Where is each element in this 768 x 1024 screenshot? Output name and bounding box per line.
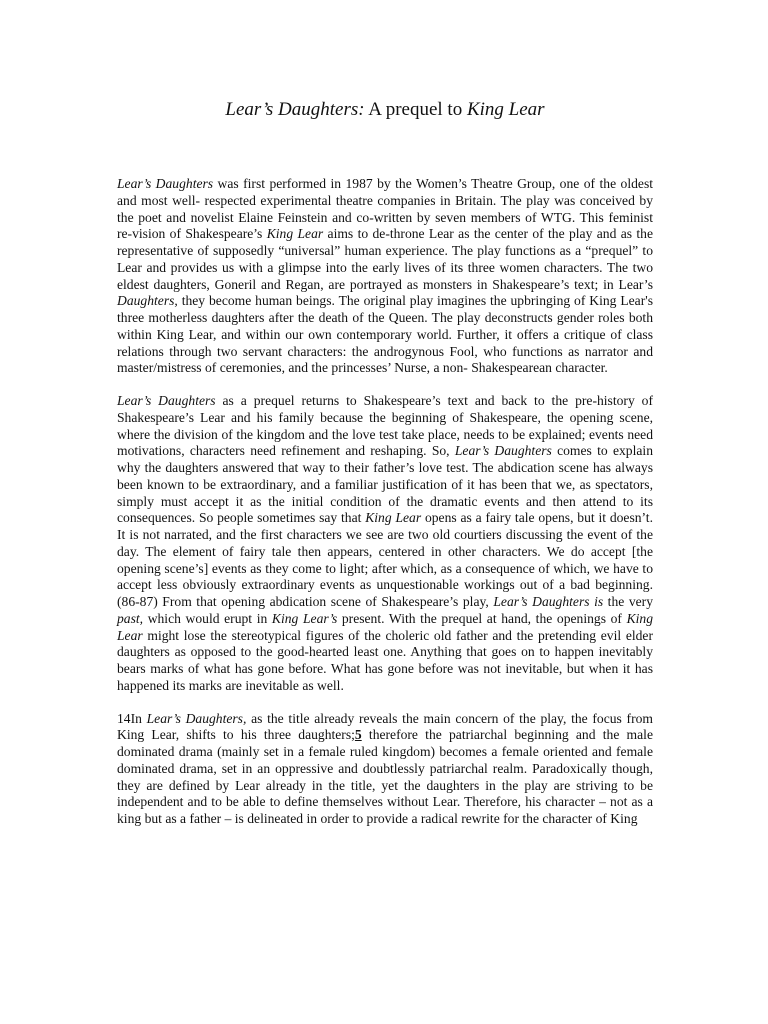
title-italic-part: Lear’s Daughters: xyxy=(225,99,365,120)
italic-run: past, xyxy=(117,610,144,626)
text-run: as the title already reveals the main concern of the play, the focus from King Lear, shifts to his three daughters; xyxy=(117,710,653,743)
title-italic-end: King Lear xyxy=(466,99,545,120)
footnote-marker: 5 xyxy=(354,727,362,743)
page-title xyxy=(117,98,653,122)
italic-run: Lear’s Daughters xyxy=(117,393,216,408)
italic-run: King Lear xyxy=(117,610,654,643)
text-run: present. With the prequel at hand, the openings of xyxy=(337,610,627,626)
paragraph-1 xyxy=(117,176,653,377)
text-run: , they become human beings. The original play imagines the upbringing of King Lear's three motherless daughters after the death of the Queen. The play deconstructs gender roles both within King Lear, and within our own contemporary world. Further, it offers a critique of class relations through two servant characters: the androgynous Fool, who functions as narrator and master/mistress of ceremonies, and the princesses’ Nurse, a non- Shakespearean character. xyxy=(117,293,653,376)
paragraph-2 xyxy=(117,393,653,695)
italic-run: King Lear xyxy=(266,226,324,242)
text-run: therefore the patriarchal beginning and the male dominated drama (mainly set in a female ruled kingdom) becomes a female oriented and female dominated drama, set in an oppressive and doubtlessly patriarchal realm. Paradoxically though, they are defined by Lear already in the title, yet the daughters in the play are striving to be independent and to be able to define themselves without Lear. Therefore, his character – not as a king but as a father – is delineated in order to provide a radical rewrite for the character of King xyxy=(117,727,653,826)
italic-run: Lear’s Daughters, xyxy=(146,710,247,726)
text-run: opens as a fairy tale opens, but it doesn’t. It is not narrated, and the first characters we see are two old courtiers discussing the event of the day. The element of fairy tale then appears, centered in other characters. We do accept [the opening scene’s] events as they come to light; after which, as a consequence of which, we have to accept less obviously extraordinary events as unquestionable workings out of a bad beginning. (86-87) From that opening abdication scene of Shakespeare’s play, xyxy=(117,510,653,609)
italic-run: King Lear’s xyxy=(271,610,338,626)
text-run: the very xyxy=(603,594,653,609)
italic-run: Lear’s Daughters xyxy=(454,443,552,459)
paragraph-3 xyxy=(117,711,653,828)
document-page xyxy=(117,98,653,844)
text-run: might lose the stereotypical figures of the choleric old father and the pretending evil elder daughters as opposed to the good-hearted least one. Anything that goes on to happen inevitably bears marks of what has gone before. What has gone before was not inevitable, but when it has happened its marks are inevitable as well. xyxy=(117,627,653,693)
text-run: aims to de-throne Lear as the center of the play and as the representative of supposedly “universal” human experience. The play functions as a “prequel” to Lear and provides us with a glimpse into the early lives of its three women characters. The two eldest daughters, Goneril and Regan, are portrayed as monsters in Shakespeare’s text; in Lear’s xyxy=(117,226,654,292)
text-run: was first performed in 1987 by the Women’s Theatre Group, one of the oldest and most well- respected experimental theatre companies in Britain. The play was conceived by the poet and novelist Elaine Feinstein and co-written by seven members of WTG. This feminist re-vision of Shakespeare’s xyxy=(117,176,654,242)
italic-run: King Lear xyxy=(365,510,422,526)
text-run: which would erupt in xyxy=(143,610,272,626)
italic-run: Daughters xyxy=(117,293,175,309)
italic-run: Lear’s Daughters xyxy=(117,176,214,191)
italic-run: Lear’s Daughters is xyxy=(493,594,604,609)
title-middle: A prequel to xyxy=(364,99,467,120)
text-run: as a prequel returns to Shakespeare’s text and back to the pre-history of Shakespeare’s Lear and his family because the beginning of Shakespeare, the opening scene, where the division of the kingdom and the love test take place, needs to be explained; events need motivations, characters need refinement and reshaping. So, xyxy=(117,393,654,459)
text-run: comes to explain why the daughters answered that way to their father’s love test. The abdication scene has always been known to be extraordinary, and a familiar justification of it has been that we, as spectators, simply must accept it as the initial condition of the dramatic events and then attend to its consequences. So people sometimes say that xyxy=(117,443,653,526)
text-run: 14In xyxy=(117,710,147,726)
